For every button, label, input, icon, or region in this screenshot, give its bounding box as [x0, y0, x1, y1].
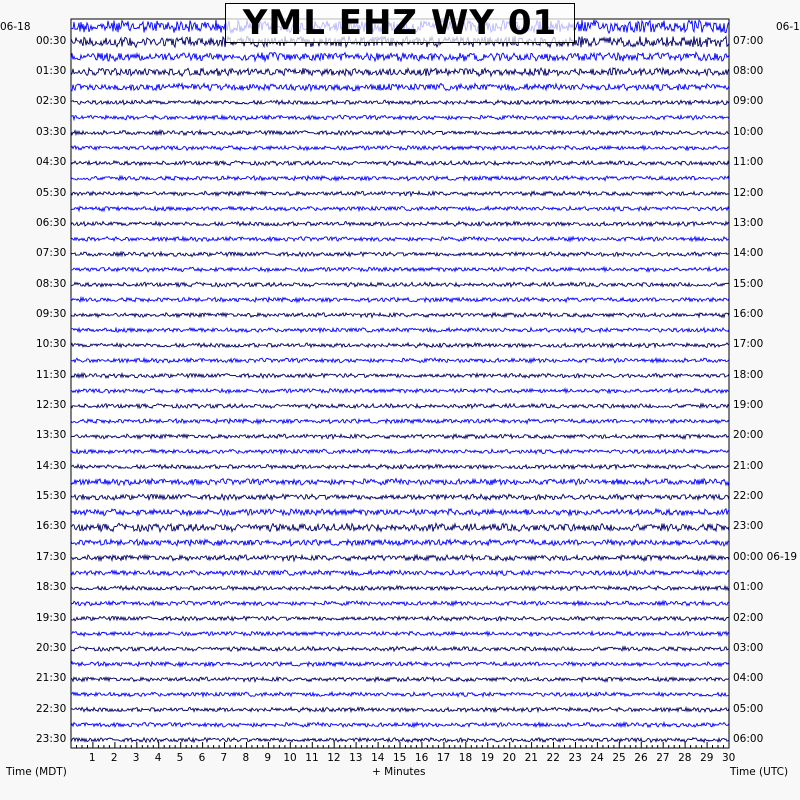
right-time-label: 05:00 [733, 702, 764, 715]
left-time-label: 21:30 [36, 672, 67, 685]
x-axis-label: + Minutes [372, 766, 426, 778]
left-time-label: 19:30 [36, 611, 67, 624]
x-tick-label: 24 [590, 752, 604, 764]
x-tick-label: 26 [634, 752, 648, 764]
left-time-label: 13:30 [36, 429, 67, 442]
x-tick-label: 27 [656, 752, 670, 764]
left-time-label: 08:30 [36, 277, 67, 290]
left-time-label: 06:30 [36, 216, 67, 229]
plot-area [71, 19, 729, 748]
right-time-label: 07:00 [733, 34, 764, 47]
x-tick-label: 3 [132, 752, 140, 764]
left-time-label: 10:30 [36, 338, 67, 351]
left-time-label: 20:30 [36, 641, 67, 654]
left-time-label: 17:30 [36, 550, 67, 563]
x-tick-label: 10 [283, 752, 297, 764]
x-tick-label: 28 [678, 752, 692, 764]
right-time-label: 02:00 [733, 611, 764, 624]
left-time-label: 05:30 [36, 186, 67, 199]
left-time-label: 22:30 [36, 702, 67, 715]
left-time-label: 16:30 [36, 520, 67, 533]
right-time-label: 00:00 06-19 [733, 550, 798, 563]
x-tick-label: 4 [154, 752, 162, 764]
x-tick-label: 6 [198, 752, 206, 764]
x-tick-label: 23 [568, 752, 582, 764]
right-time-label: 03:00 [733, 641, 764, 654]
right-time-label: 13:00 [733, 216, 764, 229]
x-tick-label: 15 [393, 752, 407, 764]
right-time-label: 22:00 [733, 490, 764, 503]
left-time-label: 23:30 [36, 733, 67, 745]
left-time-label: 11:30 [36, 368, 67, 381]
x-tick-label: 21 [524, 752, 538, 764]
left-date-label: 06-18 [0, 21, 31, 33]
right-time-label: 12:00 [733, 186, 764, 199]
x-tick-label: 22 [546, 752, 560, 764]
x-tick-label: 9 [264, 752, 272, 764]
chart-title: YML EHZ WY 01 [225, 3, 575, 43]
x-tick-label: 12 [327, 752, 341, 764]
left-time-label: 01:30 [36, 65, 67, 77]
left-time-label: 00:30 [36, 34, 67, 47]
x-tick-label: 19 [480, 752, 495, 764]
x-tick-label: 30 [722, 752, 736, 764]
x-tick-label: 14 [371, 752, 385, 764]
right-time-label: 01:00 [733, 581, 764, 594]
x-tick-label: 2 [110, 752, 118, 764]
left-time-label: 02:30 [36, 95, 67, 108]
right-time-label: 19:00 [733, 399, 764, 411]
left-time-label: 15:30 [36, 490, 67, 503]
x-tick-label: 20 [502, 752, 517, 764]
right-time-label: 08:00 [733, 65, 764, 77]
right-time-label: 15:00 [733, 277, 764, 290]
right-time-label: 17:00 [733, 338, 764, 351]
left-time-label: 09:30 [36, 307, 67, 320]
left-time-label: 07:30 [36, 247, 67, 260]
right-date-label: 06-1 [776, 21, 800, 33]
x-tick-label: 8 [242, 752, 250, 764]
right-time-label: 14:00 [733, 247, 764, 260]
x-tick-label: 11 [305, 752, 319, 764]
right-time-label: 18:00 [733, 368, 764, 381]
right-time-label: 20:00 [733, 429, 764, 442]
right-axis-label: Time (UTC) [730, 766, 789, 778]
left-axis-label: Time (MDT) [6, 766, 67, 778]
left-time-label: 12:30 [36, 399, 67, 411]
x-tick-label: 29 [700, 752, 714, 764]
x-tick-label: 13 [349, 752, 363, 764]
right-time-label: 11:00 [733, 156, 764, 169]
x-tick-label: 7 [220, 752, 228, 764]
right-time-label: 09:00 [733, 95, 764, 108]
x-tick-label: 1 [88, 752, 96, 764]
x-tick-label: 18 [458, 752, 473, 764]
x-tick-label: 5 [176, 752, 184, 764]
left-time-label: 18:30 [36, 581, 67, 594]
right-time-label: 04:00 [733, 672, 764, 685]
left-time-label: 14:30 [36, 459, 67, 472]
right-time-label: 23:00 [733, 520, 764, 533]
right-time-label: 06:00 [733, 733, 764, 745]
right-time-label: 16:00 [733, 307, 764, 320]
left-time-label: 04:30 [36, 156, 67, 169]
left-time-label: 03:30 [36, 125, 67, 138]
x-tick-label: 17 [436, 752, 451, 764]
x-tick-label: 25 [612, 752, 626, 764]
x-tick-label: 16 [414, 752, 429, 764]
right-time-label: 21:00 [733, 459, 764, 472]
right-time-label: 10:00 [733, 125, 764, 138]
